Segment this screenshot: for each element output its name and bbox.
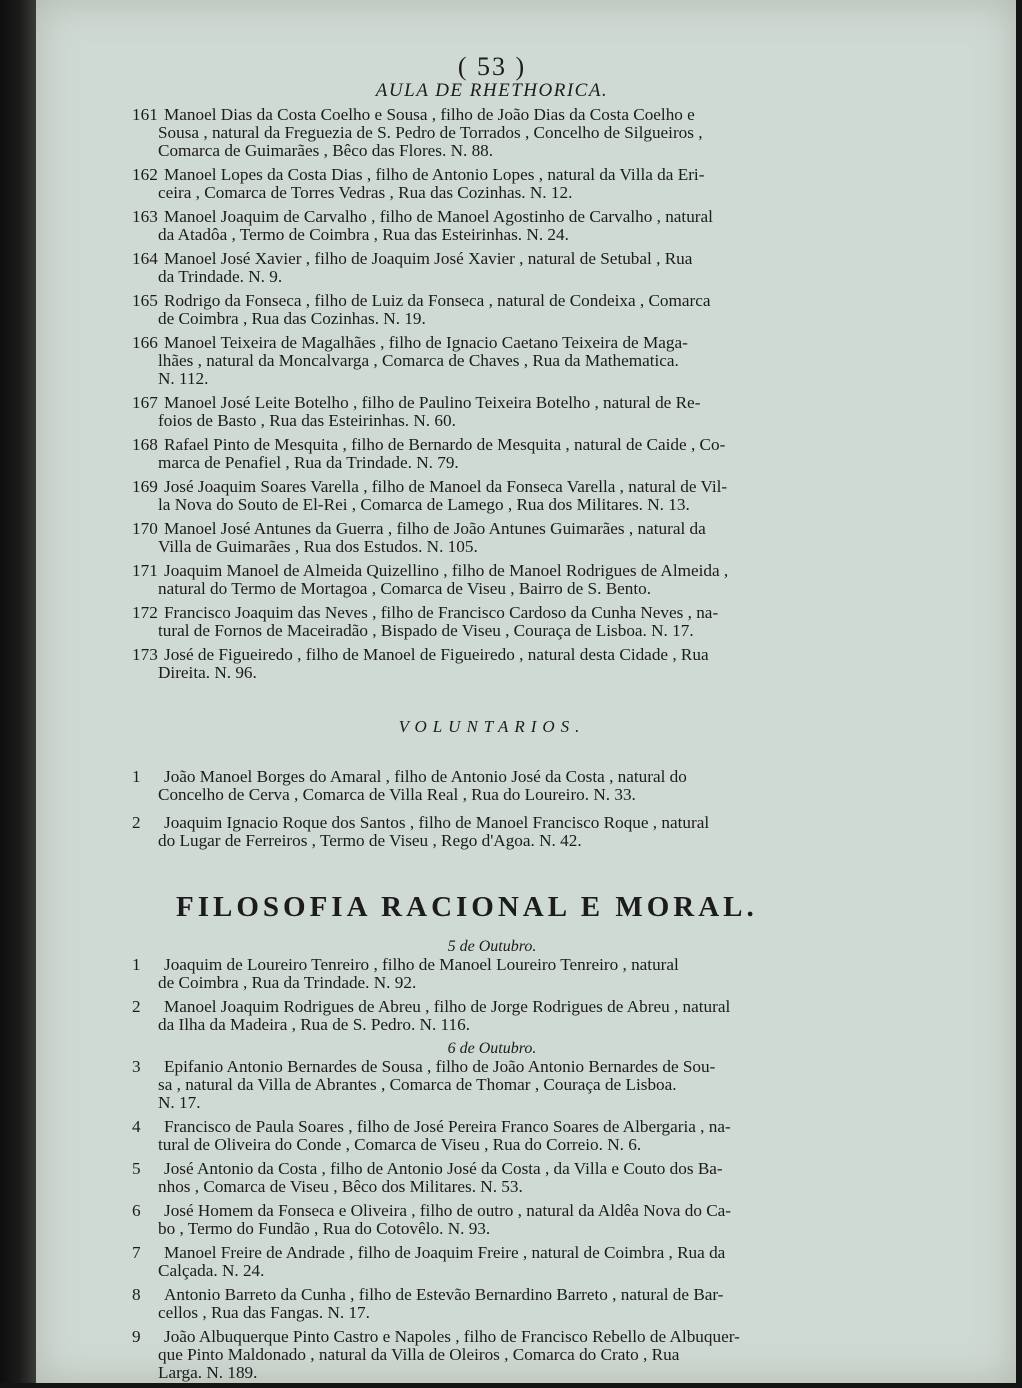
entry-text: Epifanio Antonio Bernardes de Sousa , filho de João Antonio Bernardes de Sou- <box>164 1057 716 1076</box>
list-item <box>132 1058 832 1112</box>
voluntarios-heading: VOLUNTARIOS. <box>398 717 586 736</box>
entry-line: cellos , Rua das Fangas. N. 17. <box>158 1303 370 1322</box>
entry-number: 170 <box>132 519 158 538</box>
entry-text: Manoel Freire de Andrade , filho de Joaquim Freire , natural de Coimbra , Rua da <box>164 1243 726 1262</box>
entry-line: N. 17. <box>158 1093 201 1112</box>
entry-number: 172 <box>132 603 158 622</box>
page-content <box>132 52 832 1388</box>
list-item <box>132 1202 832 1238</box>
list-item <box>132 562 832 598</box>
entry-line: nhos , Comarca de Viseu , Bêco dos Militares. N. 53. <box>158 1177 523 1196</box>
section-title: FILOSOFIA RACIONAL E MORAL. <box>176 891 758 923</box>
entry-text: José de Figueiredo , filho de Manoel de Figueiredo , natural desta Cidade , Rua <box>164 645 709 664</box>
entry-number: 3 <box>132 1057 141 1076</box>
list-item <box>132 520 832 556</box>
entry-text: José Antonio da Costa , filho de Antonio José da Costa , da Villa e Couto dos Ba- <box>164 1159 723 1178</box>
entry-line: foios de Basto , Rua das Esteirinhas. N. 60. <box>158 411 456 430</box>
list-item <box>132 292 832 328</box>
entry-number: 1 <box>132 767 141 786</box>
entry-number: 164 <box>132 249 158 268</box>
list-item <box>132 768 832 804</box>
entry-line: que Pinto Maldonado , natural da Villa de Oleiros , Comarca do Crato , Rua <box>158 1345 680 1364</box>
entry-number: 168 <box>132 435 158 454</box>
entry-number: 161 <box>132 105 158 124</box>
entry-line: lhães , natural da Moncalvarga , Comarca de Chaves , Rua da Mathematica. <box>158 351 679 370</box>
entry-text: João Manoel Borges do Amaral , filho de Antonio José da Costa , natural do <box>164 767 687 786</box>
list-item <box>132 250 832 286</box>
rhetorica-list <box>132 106 832 682</box>
entry-line <box>132 998 832 1016</box>
list-item <box>132 334 832 388</box>
entry-text: Francisco Joaquim das Neves , filho de Francisco Cardoso da Cunha Neves , na- <box>164 603 719 622</box>
entry-line: Larga. N. 189. <box>158 1363 258 1382</box>
entry-number: 167 <box>132 393 158 412</box>
entry-line <box>132 562 832 580</box>
entry-line <box>132 1118 832 1136</box>
entry-line: ceira , Comarca de Torres Vedras , Rua das Cozinhas. N. 12. <box>158 183 573 202</box>
entry-number: 5 <box>132 1159 141 1178</box>
entry-line <box>132 646 832 664</box>
entry-line: bo , Termo do Fundão , Rua do Cotovêlo. N. 93. <box>158 1219 491 1238</box>
entry-number: 2 <box>132 813 141 832</box>
list-item <box>132 394 832 430</box>
entry-number: 6 <box>132 1201 141 1220</box>
entry-number: 162 <box>132 165 158 184</box>
entry-text: José Joaquim Soares Varella , filho de Manoel da Fonseca Varella , natural de Vil- <box>164 477 728 496</box>
entry-line: da Trindade. N. 9. <box>158 267 283 286</box>
entry-line: Calçada. N. 24. <box>158 1261 265 1280</box>
entry-line <box>132 478 832 496</box>
entry-number: 173 <box>132 645 158 664</box>
entry-line <box>132 106 832 124</box>
entry-number: 4 <box>132 1117 141 1136</box>
entry-line <box>132 1202 832 1220</box>
entry-line: tural de Fornos de Maceiradão , Bispado de Viseu , Couraça de Lisboa. N. 17. <box>158 621 694 640</box>
entry-line: de Coimbra , Rua das Cozinhas. N. 19. <box>158 309 426 328</box>
entry-number: 169 <box>132 477 158 496</box>
entry-line: Direita. N. 96. <box>158 663 257 682</box>
entry-line: da Atadôa , Termo de Coimbra , Rua das Esteirinhas. N. 24. <box>158 225 569 244</box>
list-item <box>132 478 832 514</box>
list-item <box>132 646 832 682</box>
entry-number: 165 <box>132 291 158 310</box>
filosofia-list-b <box>132 1058 832 1382</box>
entry-line <box>132 1286 832 1304</box>
entry-line: da Ilha da Madeira , Rua de S. Pedro. N. 116. <box>158 1015 471 1034</box>
entry-text: João Albuquerque Pinto Castro e Napoles , filho de Francisco Rebello de Albuquer- <box>164 1327 740 1346</box>
list-item <box>132 1328 832 1382</box>
date-heading-2: 6 de Outubro. <box>447 1040 537 1057</box>
entry-text: Manoel José Antunes da Guerra , filho de João Antunes Guimarães , natural da <box>164 519 706 538</box>
list-item <box>132 1286 832 1322</box>
entry-line <box>132 166 832 184</box>
entry-text: Manoel José Leite Botelho , filho de Paulino Teixeira Botelho , natural de Re- <box>164 393 701 412</box>
list-item <box>132 814 832 850</box>
entry-line: Villa de Guimarães , Rua dos Estudos. N. 105. <box>158 537 478 556</box>
list-item <box>132 166 832 202</box>
entry-line <box>132 1058 832 1076</box>
entry-text: Manoel Joaquim de Carvalho , filho de Manoel Agostinho de Carvalho , natural <box>164 207 713 226</box>
entry-line <box>132 956 832 974</box>
entry-line <box>132 814 832 832</box>
entry-line: N. 112. <box>158 369 209 388</box>
entry-line: la Nova do Souto de El-Rei , Comarca de Lamego , Rua dos Militares. N. 13. <box>158 495 690 514</box>
list-item <box>132 1160 832 1196</box>
voluntarios-list <box>132 768 832 850</box>
list-item <box>132 604 832 640</box>
entry-line <box>132 520 832 538</box>
entry-text: Manoel Lopes da Costa Dias , filho de Antonio Lopes , natural da Villa da Eri- <box>164 165 705 184</box>
entry-text: Manoel Joaquim Rodrigues de Abreu , filho de Jorge Rodrigues de Abreu , natural <box>164 997 731 1016</box>
entry-text: Manoel Teixeira de Magalhães , filho de Ignacio Caetano Teixeira de Maga- <box>164 333 688 352</box>
entry-line <box>132 1244 832 1262</box>
list-item <box>132 1244 832 1280</box>
entry-line <box>132 1160 832 1178</box>
entry-text: José Homem da Fonseca e Oliveira , filho de outro , natural da Aldêa Nova do Ca- <box>164 1201 732 1220</box>
entry-text: Joaquim de Loureiro Tenreiro , filho de Manoel Loureiro Tenreiro , natural <box>164 955 679 974</box>
entry-text: Joaquim Manoel de Almeida Quizellino , filho de Manoel Rodrigues de Almeida , <box>164 561 729 580</box>
entry-line: tural de Oliveira do Conde , Comarca de Viseu , Rua do Correio. N. 6. <box>158 1135 642 1154</box>
entry-text: Francisco de Paula Soares , filho de José Pereira Franco Soares de Albergaria , na- <box>164 1117 731 1136</box>
list-item <box>132 956 832 992</box>
date-heading-1: 5 de Outubro. <box>447 938 537 955</box>
entry-line <box>132 334 832 352</box>
entry-line <box>132 604 832 622</box>
entry-text: Antonio Barreto da Cunha , filho de Estevão Bernardino Barreto , natural de Bar- <box>164 1285 724 1304</box>
entry-line <box>132 1328 832 1346</box>
filosofia-list-a <box>132 956 832 1034</box>
entry-line: do Lugar de Ferreiros , Termo de Viseu , Rego d'Agoa. N. 42. <box>158 831 582 850</box>
entry-text: Rafael Pinto de Mesquita , filho de Bernardo de Mesquita , natural de Caide , Co- <box>164 435 726 454</box>
entry-line: Comarca de Guimarães , Bêco das Flores. N. 88. <box>158 141 494 160</box>
entry-line <box>132 394 832 412</box>
entry-line: Concelho de Cerva , Comarca de Villa Real , Rua do Loureiro. N. 33. <box>158 785 636 804</box>
entry-line: marca de Penafiel , Rua da Trindade. N. 79. <box>158 453 459 472</box>
entry-line: de Coimbra , Rua da Trindade. N. 92. <box>158 973 417 992</box>
list-item <box>132 208 832 244</box>
entry-line <box>132 768 832 786</box>
page-number: ( 53 ) <box>457 52 527 81</box>
entry-number: 166 <box>132 333 158 352</box>
entry-line: natural do Termo de Mortagoa , Comarca de Viseu , Bairro de S. Bento. <box>158 579 652 598</box>
list-item <box>132 436 832 472</box>
entry-line: sa , natural da Villa de Abrantes , Comarca de Thomar , Couraça de Lisboa. <box>158 1075 677 1094</box>
entry-number: 163 <box>132 207 158 226</box>
list-item <box>132 1118 832 1154</box>
book-spine <box>0 0 36 1383</box>
entry-line: Sousa , natural da Freguezia de S. Pedro de Torrados , Concelho de Silgueiros , <box>158 123 703 142</box>
entry-number: 2 <box>132 997 141 1016</box>
entry-line <box>132 436 832 454</box>
entry-text: Manoel José Xavier , filho de Joaquim José Xavier , natural de Setubal , Rua <box>164 249 693 268</box>
entry-number: 171 <box>132 561 158 580</box>
entry-number: 1 <box>132 955 141 974</box>
running-head: AULA DE RHETHORICA. <box>375 80 609 101</box>
entry-text: Manoel Dias da Costa Coelho e Sousa , filho de João Dias da Costa Coelho e <box>164 105 695 124</box>
list-item <box>132 106 832 160</box>
book-page <box>36 0 1016 1383</box>
entry-number: 8 <box>132 1285 141 1304</box>
entry-number: 7 <box>132 1243 141 1262</box>
entry-line <box>132 250 832 268</box>
list-item <box>132 998 832 1034</box>
entry-line <box>132 208 832 226</box>
entry-line <box>132 292 832 310</box>
entry-text: Rodrigo da Fonseca , filho de Luiz da Fonseca , natural de Condeixa , Comarca <box>164 291 711 310</box>
entry-number: 9 <box>132 1327 141 1346</box>
entry-text: Joaquim Ignacio Roque dos Santos , filho de Manoel Francisco Roque , natural <box>164 813 710 832</box>
